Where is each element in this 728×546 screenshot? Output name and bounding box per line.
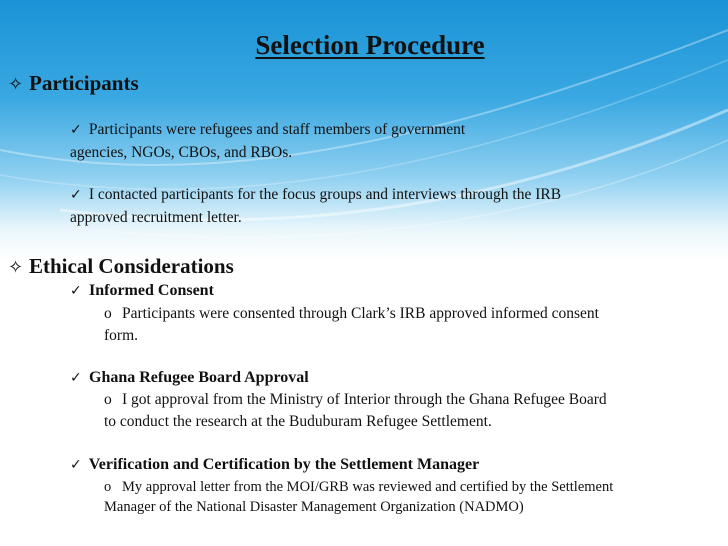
participants-item-1-cont: agencies, NGOs, CBOs, and RBOs. [70,144,293,161]
verification-detail-cont: Manager of the National Disaster Management Organization (NADMO) [104,499,524,515]
checkmark-icon: ✓ [70,283,82,299]
informed-consent-detail: o Participants were consented through Clark’s IRB approved informed consent [104,305,599,322]
informed-consent-detail-cont: form. [104,327,139,344]
circle-bullet-icon: o [104,305,112,322]
informed-consent-title: ✓ Informed Consent [70,282,214,299]
verification-title: ✓ Verification and Certification by the Settlement Manager [70,456,480,473]
grb-approval-detail-cont: to conduct the research at the Buduburam Refugee Settlement. [104,413,492,430]
checkmark-icon: ✓ [70,187,82,203]
section-heading-ethics: ✧ Ethical Considerations [8,254,234,278]
diamond-bullet-icon: ✧ [8,257,24,278]
circle-bullet-icon: o [104,391,112,408]
grb-approval-title: ✓ Ghana Refugee Board Approval [70,369,309,386]
checkmark-icon: ✓ [70,370,82,386]
participants-item-1: ✓ Participants were refugees and staff members of government [70,121,466,138]
participants-item-2-cont: approved recruitment letter. [70,209,242,226]
verification-detail: o My approval letter from the MOI/GRB was reviewed and certified by the Settlement [104,479,614,495]
checkmark-icon: ✓ [70,457,82,473]
participants-item-2: ✓ I contacted participants for the focus groups and interviews through the IRB [70,186,562,203]
page-title: Selection Procedure [255,30,485,60]
diamond-bullet-icon: ✧ [8,74,24,95]
grb-approval-detail: o I got approval from the Ministry of Interior through the Ghana Refugee Board [104,391,607,408]
checkmark-icon: ✓ [70,122,82,138]
section-heading-participants: ✧ Participants [8,71,139,95]
circle-bullet-icon: o [104,479,112,495]
